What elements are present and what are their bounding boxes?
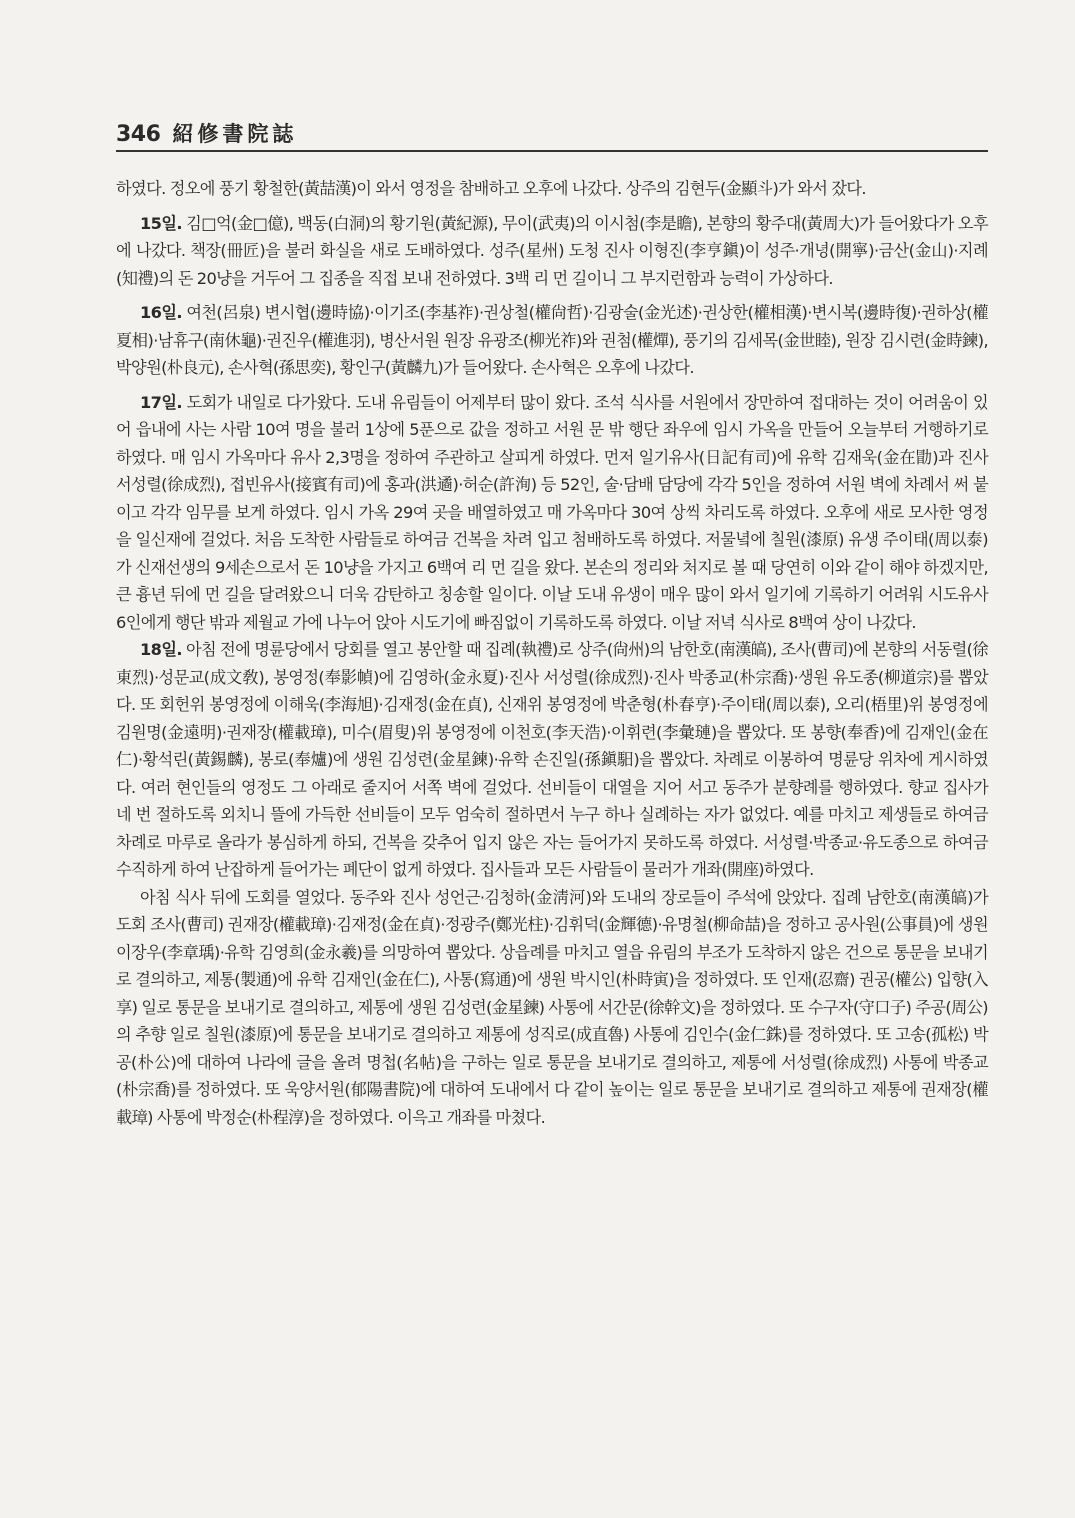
paragraph-text: 김□억(金□億), 백동(白洞)의 황기원(黃紀源), 무이(武夷)의 이시첨(李是瞻), 본향의 황주대(黃周大)가 들어왔다가 오후에 나갔다. 책장(冊匠)을 불러 화실을 새로 도배하였다. 성주(星州) 도청 진사 이형진(李亨鎭)이 성주·개녕(開寧)·금산(金山)·지례(知禮)의 돈 20냥을 거두어 그 집종을 직접 보내 전하였다. 3백 리 먼 길이니 그 부지런함과 능력이 가상하다. (116, 213, 988, 288)
paragraph-continuation (116, 175, 988, 203)
paragraph-day-18 (116, 636, 988, 884)
paragraph-text: 아침 전에 명륜당에서 당회를 열고 봉안할 때 집례(執禮)로 상주(尙州)의 남한호(南漢皜), 조사(曹司)에 본향의 서동렬(徐東烈)·성문교(成文敎), 봉영정(奉影幀)에 김영하(金永夏)·진사 서성렬(徐成烈)·진사 박종교(朴宗喬)·생원 유도종(柳道宗)를 뽑았다. 또 회헌위 봉영정에 이해욱(李海旭)·김재정(金在貞), 신재위 봉영정에 박춘형(朴春亨)·주이태(周以泰), 오리(梧里)위 봉영정에 김원명(金遠明)·권재장(權載璋), 미수(眉叟)위 봉영정에 이천호(李天浩)·이휘련(李彙璉)을 뽑았다. 또 봉향(奉香)에 김재인(金在仁)·황석린(黃錫麟), 봉로(奉爐)에 생원 김성련(金星鍊)·유학 손진일(孫鎭馹)을 뽑았다. 차례로 이봉하여 명륜당 위차에 게시하였다. 여러 현인들의 영정도 그 아래로 줄지어 서쪽 벽에 걸었다. 선비들이 대열을 지어 서고 동주가 분향례를 행하였다. 향교 집사가 네 번 절하도록 외치니 뜰에 가득한 선비들이 모두 엄숙히 절하면서 누구 하나 실례하는 자가 없었다. 예를 마치고 제생들로 하여금 차례로 마루로 올라가 봉심하게 하되, 건복을 갖추어 입지 않은 자는 들어가지 못하도록 하였다. 서성렬·박종교·유도종으로 하여금 수직하게 하여 난잡하게 들어가는 폐단이 없게 하였다. 집사들과 모든 사람들이 물러가 개좌(開座)하였다. (116, 640, 988, 879)
paragraph-day-16 (116, 299, 988, 382)
paragraph-day-15 (116, 210, 988, 293)
day-label: 16일. (140, 303, 182, 322)
body-text (116, 175, 988, 1131)
paragraph-text: 아침 식사 뒤에 도회를 열었다. 동주와 진사 성언근·김청하(金淸河)와 도내의 장로들이 주석에 앉았다. 집례 남한호(南漢皜)가 도회 조사(曹司) 권재장(權載璋)·김재정(金在貞)·정광주(鄭光柱)·김휘덕(金輝德)·유명철(柳命喆)을 정하고 공사원(公事員)에 생원 이장우(李章瑀)·유학 김영희(金永羲)를 의망하여 뽑았다. 상읍례를 마치고 열읍 유림의 부조가 도착하지 않은 건으로 통문을 보내기로 결의하고, 제통(製通)에 유학 김재인(金在仁), 사통(寫通)에 생원 박시인(朴時寅)을 정하였다. 또 인재(忍齋) 권공(權公) 입향(入享) 일로 통문을 보내기로 결의하고, 제통에 생원 김성련(金星鍊) 사통에 서간문(徐幹文)을 정하였다. 또 수구자(守口子) 주공(周公)의 추향 일로 칠원(漆原)에 통문을 보내기로 결의하고 제통에 성직로(成直魯) 사통에 김인수(金仁銖)를 정하였다. 또 고송(孤松) 박공(朴公)에 대하여 나라에 글을 올려 명첩(名帖)을 구하는 일로 통문을 보내기로 결의하고, 제통에 서성렬(徐成烈) 사통에 박종교(朴宗喬)를 정하였다. 또 욱양서원(郁陽書院)에 대하여 도내에서 다 같이 높이는 일로 통문을 보내기로 결의하고 제통에 권재장(權載璋) 사통에 박정순(朴程淳)을 정하였다. 이윽고 개좌를 마쳤다. (116, 887, 988, 1127)
day-label: 17일. (140, 392, 182, 412)
paragraph-text: 하였다. 정오에 풍기 황철한(黃喆漢)이 와서 영정을 참배하고 오후에 나갔다. 상주의 김현두(金顯斗)가 와서 잤다. (116, 179, 866, 198)
book-title: 紹修書院誌 (172, 121, 298, 146)
day-label: 18일. (140, 640, 182, 659)
paragraph-text: 여천(呂泉) 변시협(邊時協)·이기조(李基祚)·권상철(權尙哲)·김광술(金光述)·권상한(權相漢)·변시복(邊時復)·권하상(權夏相)·남휴구(南休龜)·권진우(權進羽), 병산서원 원장 유광조(柳光祚)와 권첨(權燀), 풍기의 김세목(金世睦), 원장 김시련(金時鍊), 박양원(朴良元), 손사혁(孫思奕), 황인구(黃麟九)가 들어왔다. 손사혁은 오후에 나갔다. (116, 303, 988, 377)
paragraph-day-17 (116, 389, 988, 637)
day-label: 15일. (140, 213, 182, 233)
page-number: 346 (116, 122, 161, 147)
paragraph-text: 도회가 내일로 다가왔다. 도내 유림들이 어제부터 많이 왔다. 조석 식사를 서원에서 장만하여 접대하는 것이 어려움이 있어 읍내에 사는 사람 10여 명을 불러 1상에 5푼으로 값을 정하고 서원 문 밖 행단 좌우에 임시 가옥을 만들어 오늘부터 거행하기로 하였다. 매 임시 가옥마다 유사 2,3명을 정하여 주관하고 살피게 하였다. 먼저 일기유사(日記有司)에 유학 김재욱(金在勖)과 진사 서성렬(徐成烈), 접빈유사(接賓有司)에 홍과(洪遹)·허순(許洵) 등 52인, 술·담배 담당에 각각 5인을 정하여 서원 벽에 차례서 써 붙이고 각각 임무를 보게 하였다. 임시 가옥 29여 곳을 배열하였고 매 가옥마다 30여 상씩 차리도록 하였다. 오후에 새로 모사한 영정을 일신재에 걸었다. 처음 도착한 사람들로 하여금 건복을 차려 입고 첨배하도록 하였다. 저물녘에 칠원(漆原) 유생 주이태(周以泰)가 신재선생의 9세손으로서 돈 10냥을 가지고 6백여 리 먼 길을 왔다. 본손의 정리와 처지로 볼 때 당연히 이와 같이 해야 하겠지만, 큰 흉년 뒤에 먼 길을 달려왔으니 더욱 감탄하고 칭송할 일이다. 이날 도내 유생이 매우 많이 와서 일기에 기록하기 어려워 시도유사 6인에게 행단 밖과 제월교 가에 나누어 앉아 시도기에 빠짐없이 기록하도록 하였다. 이날 저녁 식사로 8백여 상이 나갔다. (116, 392, 988, 632)
paragraph-day-18-afternoon (116, 884, 988, 1132)
page-header (116, 118, 988, 152)
